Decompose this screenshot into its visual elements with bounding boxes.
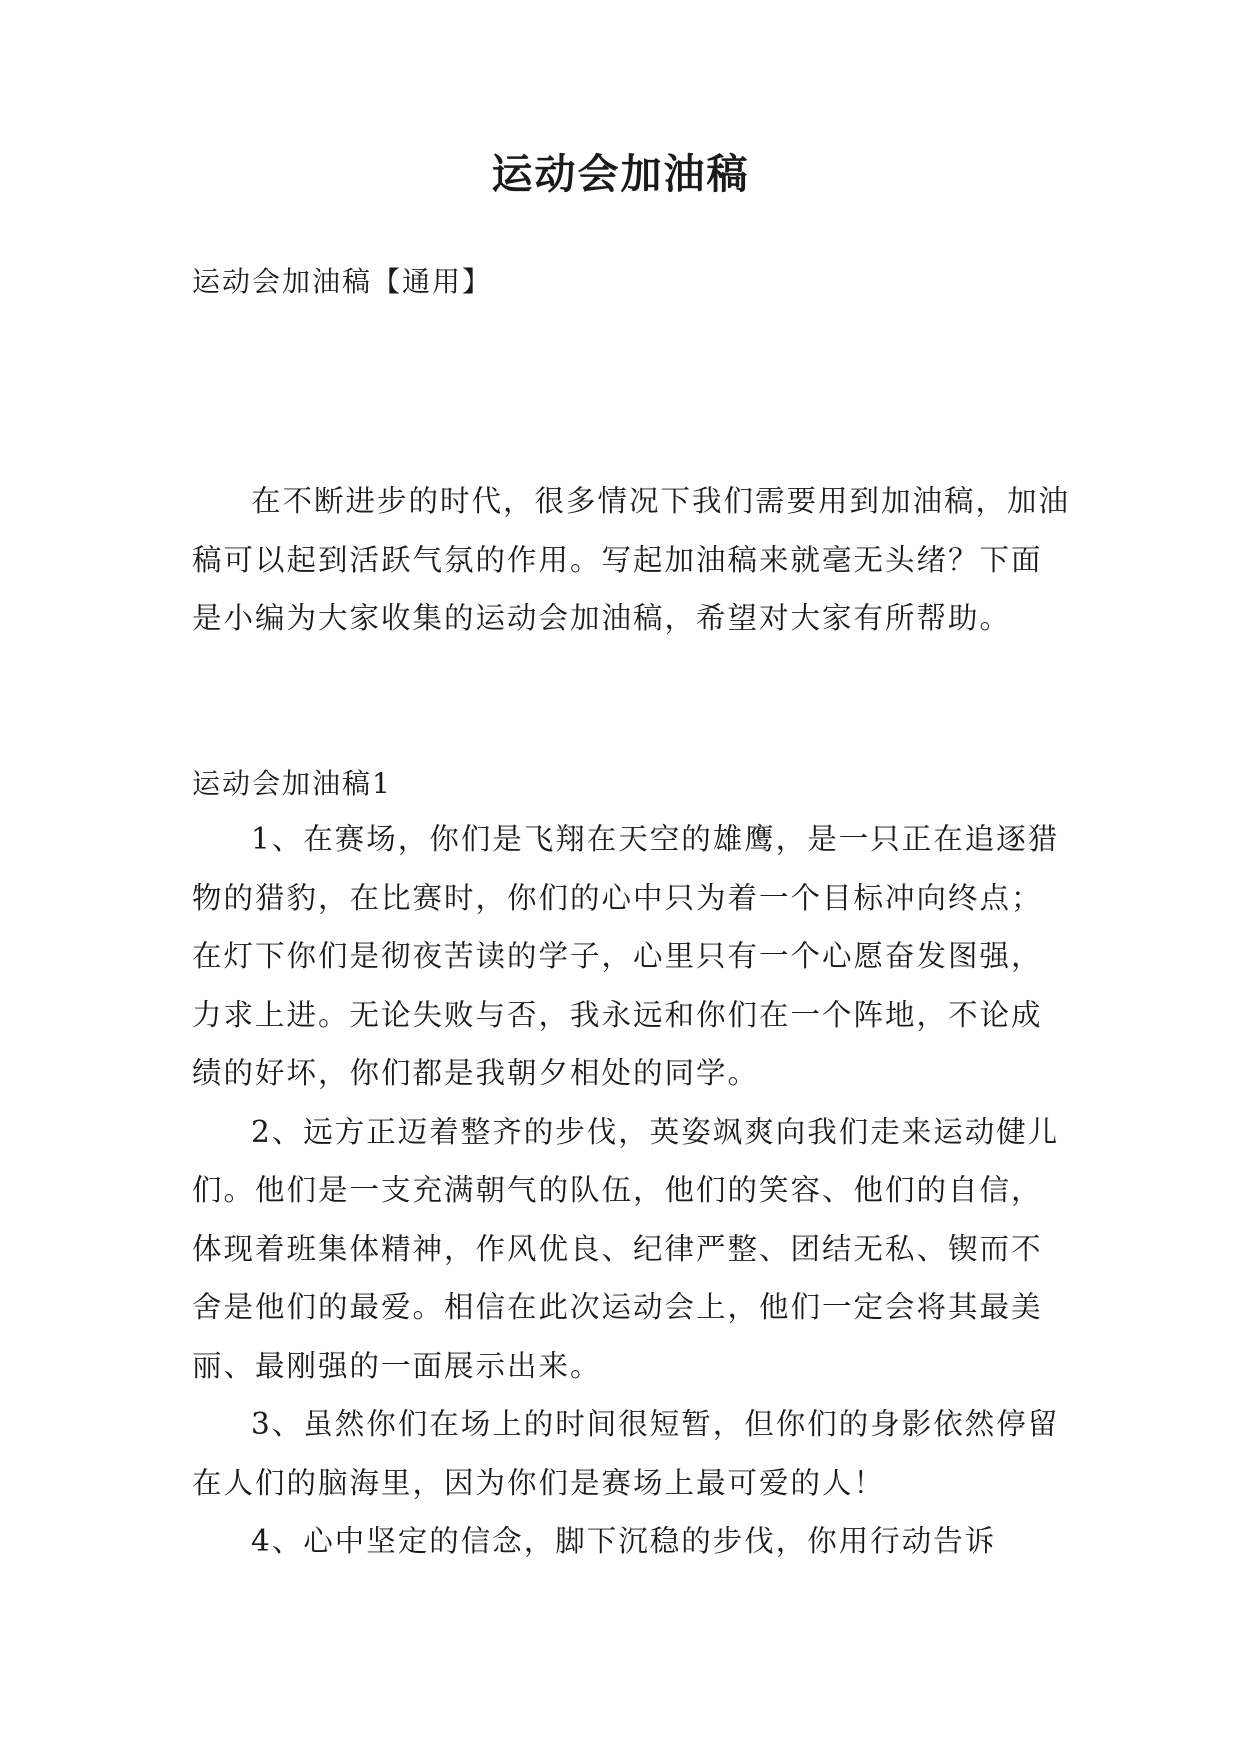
section-heading: 运动会加油稿1 — [192, 767, 392, 800]
document-title: 运动会加油稿 — [491, 150, 750, 198]
document-subtitle: 运动会加油稿【通用】 — [192, 265, 493, 298]
cheer-item-4: 4、心中坚定的信念，脚下沉稳的步伐，你用行动告诉 — [251, 1524, 997, 1558]
cheer-items-list — [192, 810, 1072, 1571]
cheer-item-1: 1、在赛场，你们是飞翔在天空的雄鹰，是一只正在追逐猎物的猎豹，在比赛时，你们的心中只为着一个目标冲向终点；在灯下你们是彻夜苦读的学子，心里只有一个心愿奋发图强，力求上进。无论失败与否，我永远和你们在一个阵地，不论成绩的好坏，你们都是我朝夕相处的同学。 — [192, 822, 1060, 1090]
intro-paragraph: 在不断进步的时代，很多情况下我们需要用到加油稿，加油稿可以起到活跃气氛的作用。写起加油稿来就毫无头绪？下面是小编为大家收集的运动会加油稿，希望对大家有所帮助。 — [192, 484, 1071, 635]
cheer-item-3: 3、虽然你们在场上的时间很短暂，但你们的身影依然停留在人们的脑海里，因为你们是赛场上最可爱的人！ — [192, 1407, 1060, 1500]
cheer-item-2: 2、远方正迈着整齐的步伐，英姿飒爽向我们走来运动健儿们。他们是一支充满朝气的队伍，他们的笑容、他们的自信，体现着班集体精神，作风优良、纪律严整、团结无私、锲而不舍是他们的最爱。相信在此次运动会上，他们一定会将其最美丽、最刚强的一面展示出来。 — [192, 1114, 1060, 1383]
